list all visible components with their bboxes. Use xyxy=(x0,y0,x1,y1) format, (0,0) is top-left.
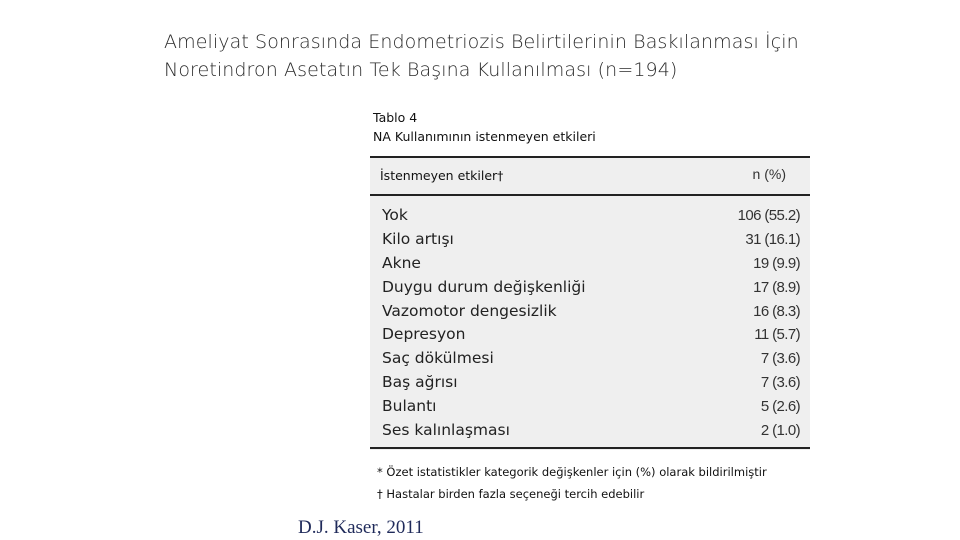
row-label: Saç dökülmesi xyxy=(382,349,494,368)
footnote-summary-statistics: * Özet istatistikler kategorik değişkenler için (%) olarak bildirilmiştir xyxy=(377,465,767,479)
row-label: Duygu durum değişkenliği xyxy=(382,277,586,296)
slide-title-line-2: Noretindron Asetatın Tek Başına Kullanılması (n=194) xyxy=(164,59,678,81)
table-row xyxy=(370,371,810,395)
row-label: Ses kalınlaşması xyxy=(382,421,510,440)
row-value: 106 (55.2) xyxy=(737,207,800,224)
table-row xyxy=(370,228,810,252)
table-footnotes xyxy=(377,461,767,505)
column-header-effects: İstenmeyen etkiler† xyxy=(380,168,504,183)
table-row xyxy=(370,204,810,228)
row-value: 2 (1.0) xyxy=(760,422,800,440)
table-row xyxy=(370,276,810,300)
row-label: Kilo artışı xyxy=(382,229,454,248)
table-number: Tablo 4 xyxy=(373,110,418,125)
row-value: 19 (9.9) xyxy=(753,254,800,272)
column-header-n-percent: n (%) xyxy=(752,166,786,182)
row-label: Vazomotor dengesizlik xyxy=(382,301,557,320)
row-label: Yok xyxy=(382,206,408,224)
table-row xyxy=(370,323,810,347)
table-caption xyxy=(373,108,596,146)
row-value: 31 (16.1) xyxy=(745,230,800,248)
table-row xyxy=(370,395,810,419)
footnote-multiple-choice: † Hastalar birden fazla seçeneği tercih edebilir xyxy=(377,487,645,501)
table-top-rule xyxy=(370,156,810,158)
table-bottom-rule xyxy=(370,447,810,449)
slide-title xyxy=(164,28,864,84)
row-value: 7 (3.6) xyxy=(760,350,800,368)
slide-title-line-1: Ameliyat Sonrasında Endometriozis Belirtilerinin Baskılanması İçin xyxy=(164,31,799,53)
table-row xyxy=(370,347,810,371)
side-effects-table xyxy=(370,156,810,450)
row-label: Akne xyxy=(382,253,421,272)
table-body xyxy=(370,204,810,443)
row-value: 16 (8.3) xyxy=(753,302,800,320)
table-subtitle: NA Kullanımının istenmeyen etkileri xyxy=(373,129,596,144)
row-label: Depresyon xyxy=(382,325,466,344)
table-row xyxy=(370,419,810,443)
row-value: 11 (5.7) xyxy=(754,326,800,344)
table-row xyxy=(370,300,810,324)
row-value: 17 (8.9) xyxy=(753,278,800,296)
citation: D.J. Kaser, 2011 xyxy=(298,517,424,538)
row-value: 5 (2.6) xyxy=(760,398,800,416)
table-header-rule xyxy=(370,194,810,196)
row-label: Baş ağrısı xyxy=(382,373,458,392)
row-value: 7 (3.6) xyxy=(760,374,800,392)
row-label: Bulantı xyxy=(382,397,437,416)
table-row xyxy=(370,252,810,276)
